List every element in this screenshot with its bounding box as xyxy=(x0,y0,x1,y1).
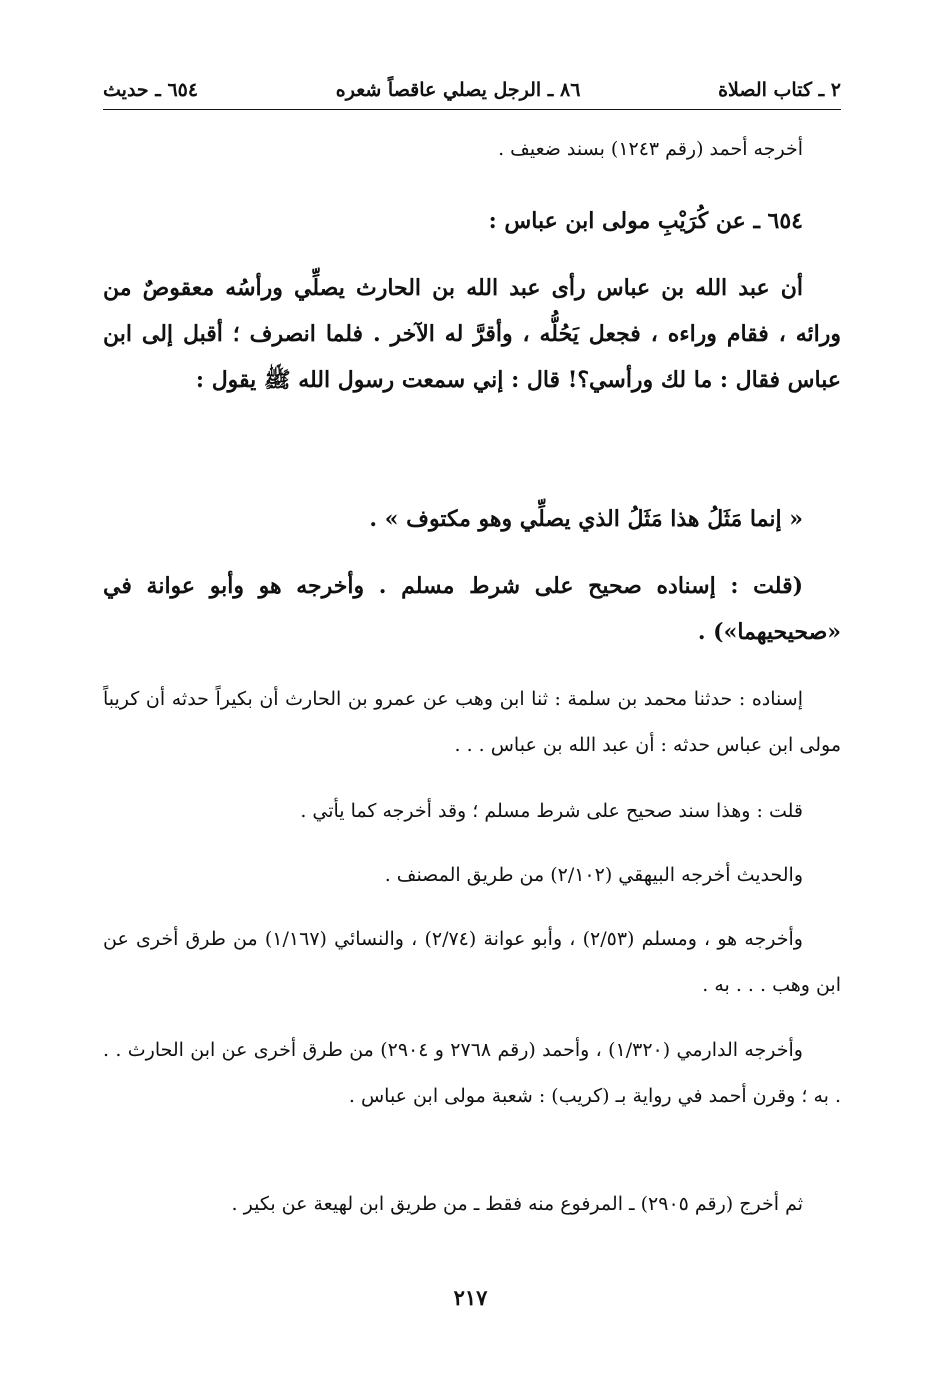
note-paragraph: والحديث أخرجه البيهقي (٢/١٠٢) من طريق المصنف . xyxy=(384,864,803,886)
hadith-title: ٦٥٤ ـ عن كُرَيْبِ مولى ابن عباس : xyxy=(488,208,803,234)
note-paragraph: وأخرجه الدارمي (١/٣٢٠) ، وأحمد (رقم ٢٧٦٨ و ٢٩٠٤) من طرق أخرى عن ابن الحارث . . . به ؛ وقرن أحمد في رواية بـ (كريب) : شعبة مولى ابن عباس . xyxy=(103,1039,841,1107)
note-paragraph: قلت : وهذا سند صحيح على شرط مسلم ؛ وقد أخرجه كما يأتي . xyxy=(300,800,803,822)
running-header xyxy=(103,72,841,108)
header-chapter: ٢ ـ كتاب الصلاة xyxy=(718,79,841,101)
header-section: ٨٦ ـ الرجل يصلي عاقصاً شعره xyxy=(335,79,581,101)
hadith-quote: « إنما مَثَلُ هذا مَثَلُ الذي يصلِّي وهو مكتوف » . xyxy=(369,506,803,532)
note-paragraph: أخرجه أحمد (رقم ١٢٤٣) بسند ضعيف . xyxy=(498,138,803,160)
header-hadith: ٦٥٤ ـ حديث xyxy=(103,79,199,101)
note-paragraph: وأخرجه هو ، ومسلم (٢/٥٣) ، وأبو عوانة (٢/٧٤) ، والنسائي (١/١٦٧) من طرق أخرى عن ابن وهب . . . به . xyxy=(103,928,841,996)
note-paragraph: ثم أخرج (رقم ٢٩٠٥) ـ المرفوع منه فقط ـ من طريق ابن لهيعة عن بكير . xyxy=(231,1193,803,1215)
hadith-text: أن عبد الله بن عباس رأى عبد الله بن الحارث يصلِّي ورأسُه معقوصٌ من ورائه ، فقام وراءه ، فجعل يَحُلُّه ، وأقرَّ له الآخر . فلما انصرف ؛ أقبل إلى ابن عباس فقال : ما لك ورأسي؟! قال : إني سمعت رسول الله ﷺ يقول : xyxy=(103,275,841,393)
isnad-paragraph: إسناده : حدثنا محمد بن سلمة : ثنا ابن وهب عن عمرو بن الحارث أن بكيراً حدثه أن كريباً مولى ابن عباس حدثه : أن عبد الله بن عباس . . . xyxy=(103,688,841,756)
page-number: ٢١٧ xyxy=(453,1285,488,1310)
grading-note: (قلت : إسناده صحيح على شرط مسلم . وأخرجه هو وأبو عوانة في «صحيحيهما») . xyxy=(103,573,841,645)
header-rule xyxy=(103,109,841,110)
